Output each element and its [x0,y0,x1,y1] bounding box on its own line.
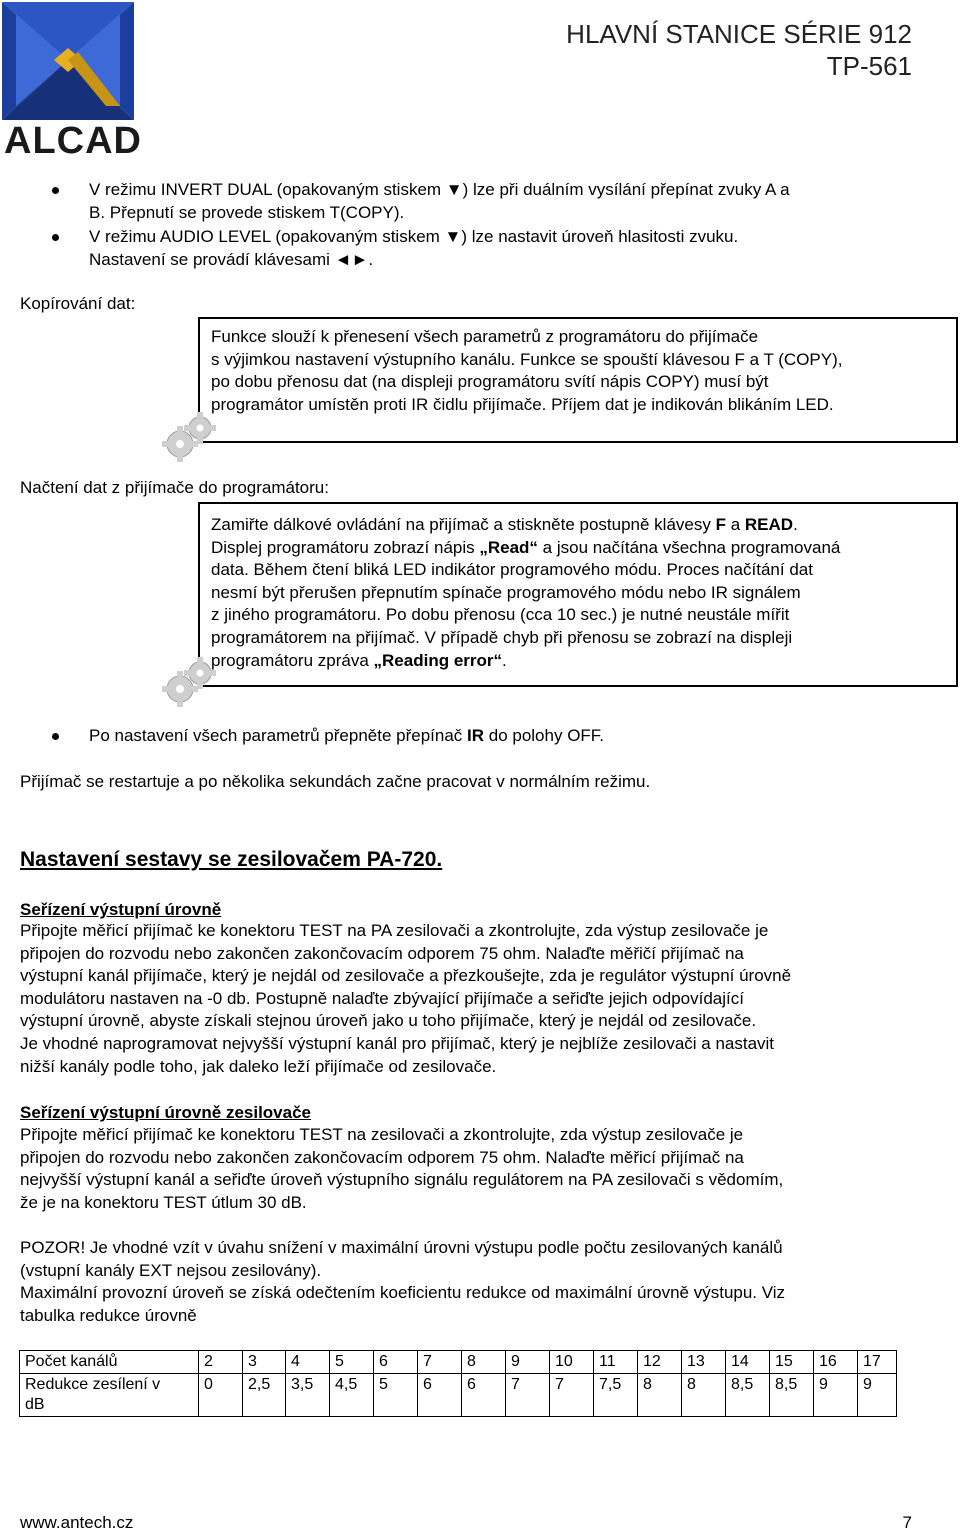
table-cell: 17 [858,1351,897,1374]
read-line-7: programátoru zpráva „Reading error“. [211,650,507,670]
paragraph-warning [20,1237,911,1327]
table-cell: 13 [682,1351,726,1374]
table-cell: 9 [858,1374,897,1417]
read-line-5: z jiného programátoru. Po dobu přenosu (cca 10 sec.) je nutné neustále mířit [211,605,790,625]
pa-heading: Nastavení sestavy se zesilovačem PA-720. [20,848,443,871]
bullet-line: Nastavení se provádí klávesami ◄►. [89,249,374,269]
gears-icon [160,655,218,711]
table-cell: 2 [199,1351,243,1374]
bullet-invert-dual [54,179,909,224]
para-line: výstupní kanál přijímače, který je nejdál od zesilovače a přezkoušejte, zda je regulátor výstupní úrovně [20,966,792,986]
para-line: Připojte měřicí přijímač ke konektoru TEST na zesilovači a zkontrolujte, zda výstup zesilovače je [20,1125,744,1144]
table-cell: 7,5 [594,1374,638,1417]
para-line: nejvyšší výstupní kanál a seřiďte úroveň výstupního signálu regulátorem na PA zesilovači s vědomím, [20,1170,784,1190]
table-cell: 5 [374,1374,418,1417]
bullet-dot [52,733,59,740]
para-line: tabulka redukce úrovně [20,1305,197,1325]
para-line: výstupní úrovně, abyste získali stejnou úroveň jako u toho přijímače, který je nejdál od zesilovače. [20,1011,757,1031]
table-cell: 4,5 [330,1374,374,1417]
para-line: Maximální provozní úroveň se získá odečtením koeficientu redukce od maximální úrovně výstupu. Viz [20,1283,786,1303]
table-cell: 8,5 [770,1374,814,1417]
para-line: modulátoru nastaven na -0 db. Postupně nalaďte zbývající přijímače a seřiďte jejich odpovídající [20,988,744,1008]
para-line: nižší kanály podle toho, jak daleko leží přijímače od zesilovače. [20,1056,497,1076]
copy-line: programátor umístěn proti IR čidlu přijímače. Příjem dat je indikován blikáním LED. [211,394,834,414]
table-cell: 16 [814,1351,858,1374]
table-cell: 10 [550,1351,594,1374]
table-row [20,1374,897,1417]
table-cell: 3,5 [286,1374,330,1417]
table-cell: 2,5 [243,1374,286,1417]
read-section-label: Načtení dat z přijímače do programátoru: [20,478,329,497]
subheading-output-level: Seřízení výstupní úrovně [20,900,222,919]
read-line-3: data. Během čtení bliká LED indikátor programového módu. Proces načítání dat [211,560,813,580]
table-cell: 7 [506,1374,550,1417]
bullet-line: V režimu INVERT DUAL (opakovaným stiskem ▼) lze při duálním vysílání přepínat zvuky A a [89,180,790,199]
para-line: Je vhodné naprogramovat nejvyšší výstupní kanál pro přijímač, který je nejblíže zesilovači a nastavit [20,1033,775,1053]
bullet-ir-off: Po nastavení všech parametrů přepněte přepínač IR do polohy OFF. [54,725,909,748]
bullet-dot [52,234,59,241]
read-info-text [211,514,951,672]
copy-line: s výjimkou nastavení výstupního kanálu. Funkce se spouští klávesou F a T (COPY), [211,349,843,369]
footer-url: www.antech.cz [20,1513,134,1532]
alcad-logo [2,2,142,162]
bullet-line: V režimu AUDIO LEVEL (opakovaným stiskem ▼) lze nastavit úroveň hlasitosti zvuku. [89,227,739,246]
table-cell: 6 [418,1374,462,1417]
copy-section-label: Kopírování dat: [20,294,136,313]
table-row [20,1351,897,1374]
table-cell: 7 [418,1351,462,1374]
table-cell: 3 [243,1351,286,1374]
paragraph-amplifier-level [20,1124,911,1214]
table-cell: 8 [682,1374,726,1417]
copy-line: Funkce slouží k přenesení všech parametrů z programátoru do přijímače [211,327,759,346]
para-line: že je na konektoru TEST útlum 30 dB. [20,1192,307,1212]
subheading-amplifier-level: Seřízení výstupní úrovně zesilovače [20,1103,312,1122]
bullet-audio-level [54,226,909,271]
restart-text: Přijímač se restartuje a po několika sekundách začne pracovat v normálním režimu. [20,772,651,791]
page-number: 7 [902,1513,912,1532]
read-line-6: programátorem na přijímač. V případě chyb při přenosu se zobrazí na displeji [211,627,793,647]
table-cell: 9 [814,1374,858,1417]
table-cell: Počet kanálů [20,1351,199,1374]
read-line-2: Displej programátoru zobrazí nápis „Read“ a jsou načítána všechna programovaná [211,537,841,557]
para-line: připojen do rozvodu nebo zakončen zakončovacím odporem 75 ohm. Nalaďte měřičí přijímač na [20,943,744,963]
header-series-title: HLAVNÍ STANICE SÉRIE 912 [566,19,912,49]
logo-text: ALCAD [4,120,142,162]
header-model: TP-561 [826,51,912,81]
table-cell: 8 [462,1351,506,1374]
para-line: POZOR! Je vhodné vzít v úvahu snížení v maximální úrovni výstupu podle počtu zesilovaných kanálů [20,1238,783,1257]
read-line-4: nesmí být přerušen přepnutím spínače programového módu nebo IR signálem [211,582,801,602]
table-cell: 5 [330,1351,374,1374]
table-cell: 6 [374,1351,418,1374]
paragraph-output-level [20,920,911,1078]
table-cell: 6 [462,1374,506,1417]
table-cell: 0 [199,1374,243,1417]
para-line: (vstupní kanály EXT nejsou zesilovány). [20,1260,322,1280]
reduction-table [19,1350,897,1417]
read-line-1: Zamiřte dálkové ovládání na přijímač a stiskněte postupně klávesy F a READ. [211,515,798,534]
table-cell: 11 [594,1351,638,1374]
table-cell: 8,5 [726,1374,770,1417]
bullet-line: B. Přepnutí se provede stiskem T(COPY). [89,202,405,222]
table-cell: 14 [726,1351,770,1374]
table-cell: 4 [286,1351,330,1374]
alcad-logo-icon [2,2,134,120]
copy-info-text [211,326,951,416]
table-cell: 12 [638,1351,682,1374]
gears-icon [160,410,218,466]
bullet-dot [52,187,59,194]
table-cell: Redukce zesílení v dB [20,1374,199,1417]
copy-line: po dobu přenosu dat (na displeji programátoru svítí nápis COPY) musí být [211,372,769,392]
table-cell: 8 [638,1374,682,1417]
document-header [566,18,912,82]
table-cell: 9 [506,1351,550,1374]
table-cell: 15 [770,1351,814,1374]
para-line: Připojte měřicí přijímač ke konektoru TEST na PA zesilovači a zkontrolujte, zda výstup zesilovače je [20,921,769,940]
para-line: připojen do rozvodu nebo zakončen zakončovacím odporem 75 ohm. Nalaďte měřicí přijímač na [20,1147,744,1167]
table-cell: 7 [550,1374,594,1417]
